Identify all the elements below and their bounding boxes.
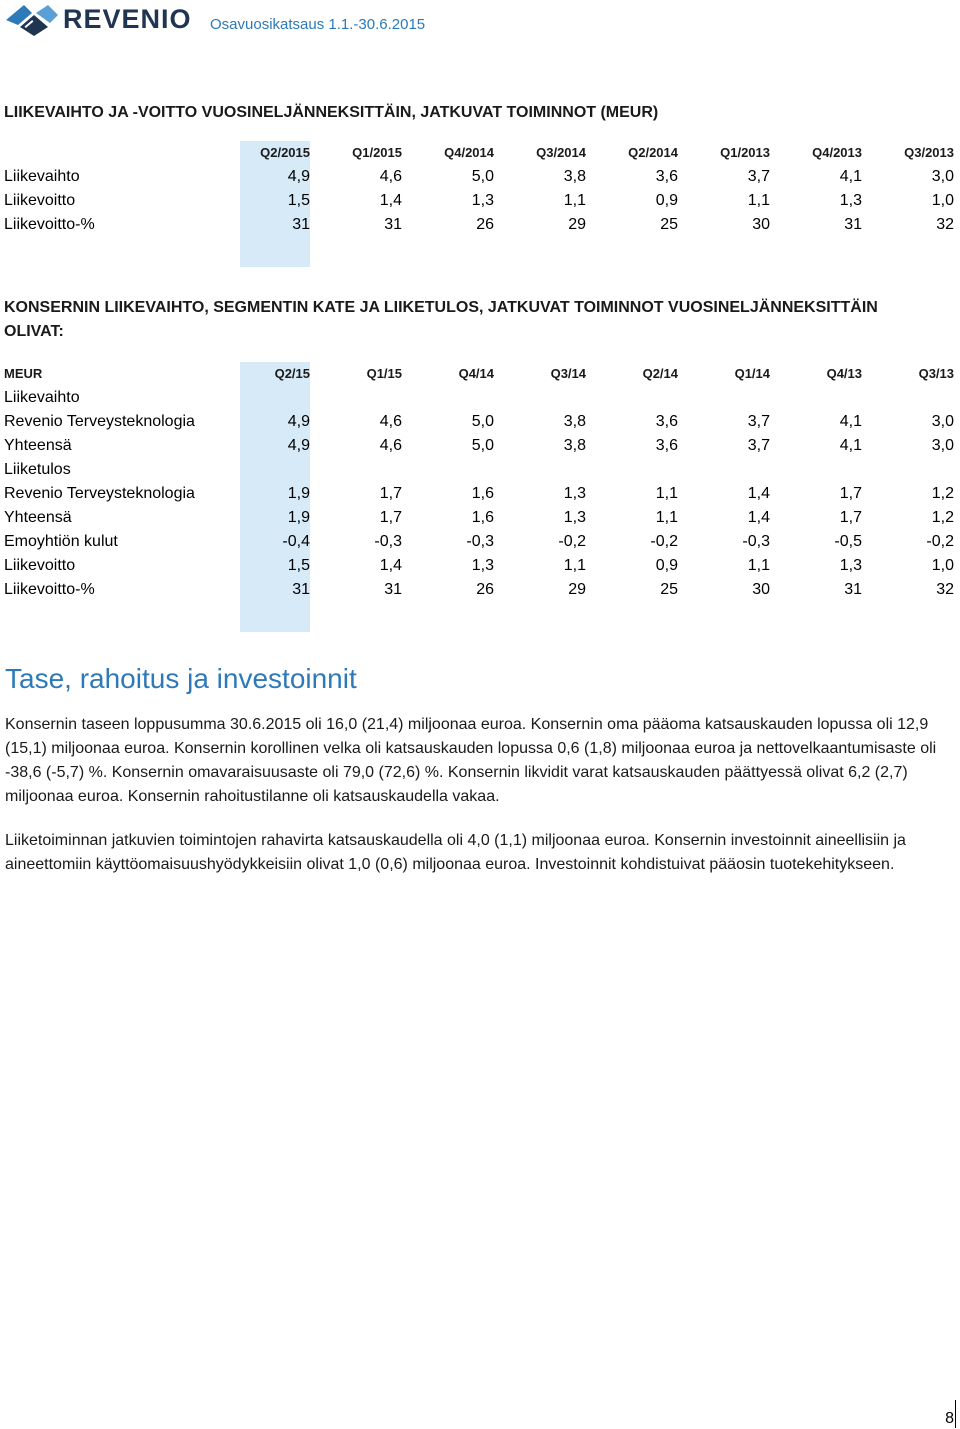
table-cell: 1,9 (240, 506, 310, 530)
table-cell: -0,3 (466, 533, 494, 550)
quarterly-table-2 (0, 362, 954, 632)
row-label: Liikevoitto (4, 557, 76, 574)
table-cell: 26 (476, 581, 494, 598)
table1-col-header: Q4/2014 (444, 145, 494, 160)
table-cell: 0,9 (655, 192, 678, 209)
table2-title (4, 296, 878, 344)
table-row (0, 578, 954, 602)
table-cell: 1,3 (471, 192, 494, 209)
filler-cell (586, 602, 678, 632)
table-row (0, 213, 954, 237)
table2-col-header: Q4/13 (826, 366, 862, 381)
table-cell: 1,1 (563, 557, 586, 574)
table-cell (402, 458, 494, 482)
table-cell (494, 458, 586, 482)
table-cell: 3,0 (931, 437, 954, 454)
table-row (0, 554, 954, 578)
table-cell: 3,6 (655, 168, 678, 185)
table1-col-header: Q2/2014 (628, 145, 678, 160)
table-cell: 29 (568, 581, 586, 598)
table-cell: -0,5 (834, 533, 862, 550)
table-cell (310, 386, 402, 410)
filler-cell (494, 602, 586, 632)
table-cell: 1,4 (379, 192, 402, 209)
table-cell: -0,2 (926, 533, 954, 550)
table2-title-line1: KONSERNIN LIIKEVAIHTO, SEGMENTIN KATE JA LIIKETULOS, JATKUVAT TOIMINNOT VUOSINELJÄNNEKSITTÄIN (4, 299, 878, 316)
table-cell: -0,2 (558, 533, 586, 550)
filler-cell (862, 237, 954, 267)
table1-title: LIIKEVAIHTO JA -VOITTO VUOSINELJÄNNEKSITTÄIN, JATKUVAT TOIMINNOT (MEUR) (4, 104, 659, 121)
table-cell: 4,9 (240, 410, 310, 434)
table-cell: 1,6 (471, 485, 494, 502)
table-cell: 30 (752, 581, 770, 598)
table-cell: 32 (936, 581, 954, 598)
filler-cell (770, 237, 862, 267)
table1-col-header: Q3/2014 (536, 145, 586, 160)
table-cell: 1,3 (563, 509, 586, 526)
table-cell: 1,4 (747, 485, 770, 502)
table-cell (240, 386, 310, 410)
table-cell: 1,0 (931, 192, 954, 209)
row-label: Liikevaihto (4, 389, 80, 406)
table-cell (586, 386, 678, 410)
row-label: Yhteensä (4, 437, 72, 454)
filler-cell (586, 237, 678, 267)
row-label: Liikevoitto-% (4, 216, 95, 233)
table-cell: 1,3 (839, 192, 862, 209)
revenio-logo-mark-icon (4, 3, 60, 37)
table-cell (240, 458, 310, 482)
table-cell: 3,6 (655, 437, 678, 454)
row-label: Emoyhtiön kulut (4, 533, 118, 550)
table-cell: 1,7 (379, 509, 402, 526)
row-label: Yhteensä (4, 509, 72, 526)
table2-col-header: Q2/15 (240, 362, 310, 386)
table-cell: 4,6 (379, 437, 402, 454)
table-row (0, 165, 954, 189)
table-cell: 31 (844, 216, 862, 233)
table-cell: 1,3 (839, 557, 862, 574)
table-cell: -0,3 (374, 533, 402, 550)
table-cell: 3,7 (747, 168, 770, 185)
table-cell: 1,1 (655, 509, 678, 526)
table-cell: 0,9 (655, 557, 678, 574)
table-row (0, 386, 954, 410)
filler-cell (240, 237, 310, 267)
table-row (0, 506, 954, 530)
table2-header-row (0, 362, 954, 386)
table-row (0, 410, 954, 434)
table-cell: 31 (240, 578, 310, 602)
table-cell: -0,4 (240, 530, 310, 554)
table-filler-row (0, 602, 954, 632)
table-cell: 26 (476, 216, 494, 233)
table1-col-header: Q3/2013 (904, 145, 954, 160)
paragraph-cash-flow: Liiketoiminnan jatkuvien toimintojen rahavirta katsauskaudella oli 4,0 (1,1) miljoonaa euroa. Konsernin investoinnit aineellisiin ja aineettomiin käyttöomaisuushyödykkeisiin olivat 1,0 (0,6) miljoonaa euroa. Investoinnit kohdistuivat pääosin tuotekehitykseen. (5, 832, 906, 873)
filler-cell (402, 237, 494, 267)
table-row (0, 482, 954, 506)
table-cell: 4,1 (839, 437, 862, 454)
row-label: Liikevaihto (4, 168, 80, 185)
table-cell: 4,1 (839, 168, 862, 185)
table-cell: 4,6 (379, 168, 402, 185)
table-cell (678, 386, 770, 410)
filler-cell (0, 602, 240, 632)
table-cell: 25 (660, 581, 678, 598)
table-row (0, 434, 954, 458)
page-number-divider (955, 1400, 956, 1428)
table-cell: 3,8 (563, 168, 586, 185)
filler-cell (770, 602, 862, 632)
table2-col-header: Q1/14 (734, 366, 770, 381)
table-cell: 3,7 (747, 413, 770, 430)
table-cell: 3,0 (931, 168, 954, 185)
table-cell (770, 458, 862, 482)
table-cell: 1,7 (839, 485, 862, 502)
table2-col-header: Q3/14 (550, 366, 586, 381)
table-cell: 31 (240, 213, 310, 237)
report-title: Osavuosikatsaus 1.1.-30.6.2015 (210, 16, 426, 33)
table-cell: 31 (384, 581, 402, 598)
table-cell: 4,1 (839, 413, 862, 430)
table1-col-header: Q2/2015 (240, 141, 310, 165)
table-cell: 4,9 (240, 165, 310, 189)
table-cell (310, 458, 402, 482)
table-cell: 1,2 (931, 485, 954, 502)
filler-cell (862, 602, 954, 632)
table-cell (494, 386, 586, 410)
table-cell: 25 (660, 216, 678, 233)
table-cell: 1,4 (379, 557, 402, 574)
table-cell: 1,1 (747, 192, 770, 209)
table-row (0, 458, 954, 482)
table-cell: 1,6 (471, 509, 494, 526)
table-cell: 3,6 (655, 413, 678, 430)
table2-header-label: MEUR (4, 366, 43, 381)
table-cell (586, 458, 678, 482)
table-row (0, 189, 954, 213)
table-cell: 1,2 (931, 509, 954, 526)
table2-col-header: Q2/14 (642, 366, 678, 381)
table1-col-header: Q1/2015 (352, 145, 402, 160)
row-label: Revenio Terveysteknologia (4, 413, 195, 430)
table-cell: 1,0 (931, 557, 954, 574)
table-cell: 4,6 (379, 413, 402, 430)
filler-cell (240, 602, 310, 632)
table-cell: 1,1 (747, 557, 770, 574)
table-filler-row (0, 237, 954, 267)
table-cell: -0,2 (650, 533, 678, 550)
table-cell: 3,8 (563, 437, 586, 454)
table-cell: 1,9 (240, 482, 310, 506)
table-cell: 1,1 (655, 485, 678, 502)
table-row (0, 530, 954, 554)
table-cell: 1,1 (563, 192, 586, 209)
section-heading: Tase, rahoitus ja investoinnit (5, 663, 357, 694)
row-label: Revenio Terveysteknologia (4, 485, 195, 502)
table-cell: 3,7 (747, 437, 770, 454)
table-cell: 32 (936, 216, 954, 233)
table2-col-header: Q1/15 (366, 366, 402, 381)
table-cell (402, 386, 494, 410)
filler-cell (402, 602, 494, 632)
quarterly-table-1 (0, 141, 954, 267)
filler-cell (0, 237, 240, 267)
table-cell (770, 386, 862, 410)
filler-cell (678, 237, 770, 267)
table-cell: 1,3 (471, 557, 494, 574)
row-label: Liikevoitto (4, 192, 76, 209)
table-cell: 5,0 (471, 437, 494, 454)
filler-cell (310, 237, 402, 267)
filler-cell (494, 237, 586, 267)
table-cell: 1,7 (379, 485, 402, 502)
table-cell: 1,7 (839, 509, 862, 526)
table-cell (862, 458, 954, 482)
table-cell: 1,4 (747, 509, 770, 526)
filler-cell (678, 602, 770, 632)
row-label: Liiketulos (4, 461, 71, 478)
row-label: Liikevoitto-% (4, 581, 95, 598)
table1-col-header: Q1/2013 (720, 145, 770, 160)
table-cell: 5,0 (471, 413, 494, 430)
table2-col-header: Q3/13 (918, 366, 954, 381)
paragraph-balance-sheet: Konsernin taseen loppusumma 30.6.2015 oli 16,0 (21,4) miljoonaa euroa. Konsernin oma pääoma katsauskauden lopussa oli 12,9 (15,1) miljoonaa euroa. Konsernin korollinen velka oli katsauskauden lopussa 0,6 (1,8) miljoonaa euroa ja nettovelkaantumisaste oli -38,6 (-5,7) %. Konsernin omavaraisuusaste oli 79,0 (72,6) %. Konsernin likvidit varat katsauskauden päättyessä olivat 6,2 (2,7) miljoonaa euroa. Konsernin rahoitustilanne oli katsauskaudella vakaa. (5, 716, 937, 805)
table1-col-header: Q4/2013 (812, 145, 862, 160)
table1-header-label (0, 141, 240, 165)
table-cell (862, 386, 954, 410)
page-number: 8 (945, 1410, 954, 1427)
table-cell: 31 (384, 216, 402, 233)
table-cell (678, 458, 770, 482)
filler-cell (310, 602, 402, 632)
logo-text: REVENIO (63, 4, 192, 34)
table-cell: 31 (844, 581, 862, 598)
table2-col-header: Q4/14 (458, 366, 494, 381)
table-cell: 5,0 (471, 168, 494, 185)
table1-header-row (0, 141, 954, 165)
table-cell: 3,8 (563, 413, 586, 430)
table-cell: 3,0 (931, 413, 954, 430)
table-cell: 4,9 (240, 434, 310, 458)
table-cell: 1,5 (240, 554, 310, 578)
table2-title-line2: OLIVAT: (4, 323, 64, 340)
table-cell: 30 (752, 216, 770, 233)
table-cell: 1,3 (563, 485, 586, 502)
table-cell: 29 (568, 216, 586, 233)
table-cell: 1,5 (240, 189, 310, 213)
table-cell: -0,3 (742, 533, 770, 550)
